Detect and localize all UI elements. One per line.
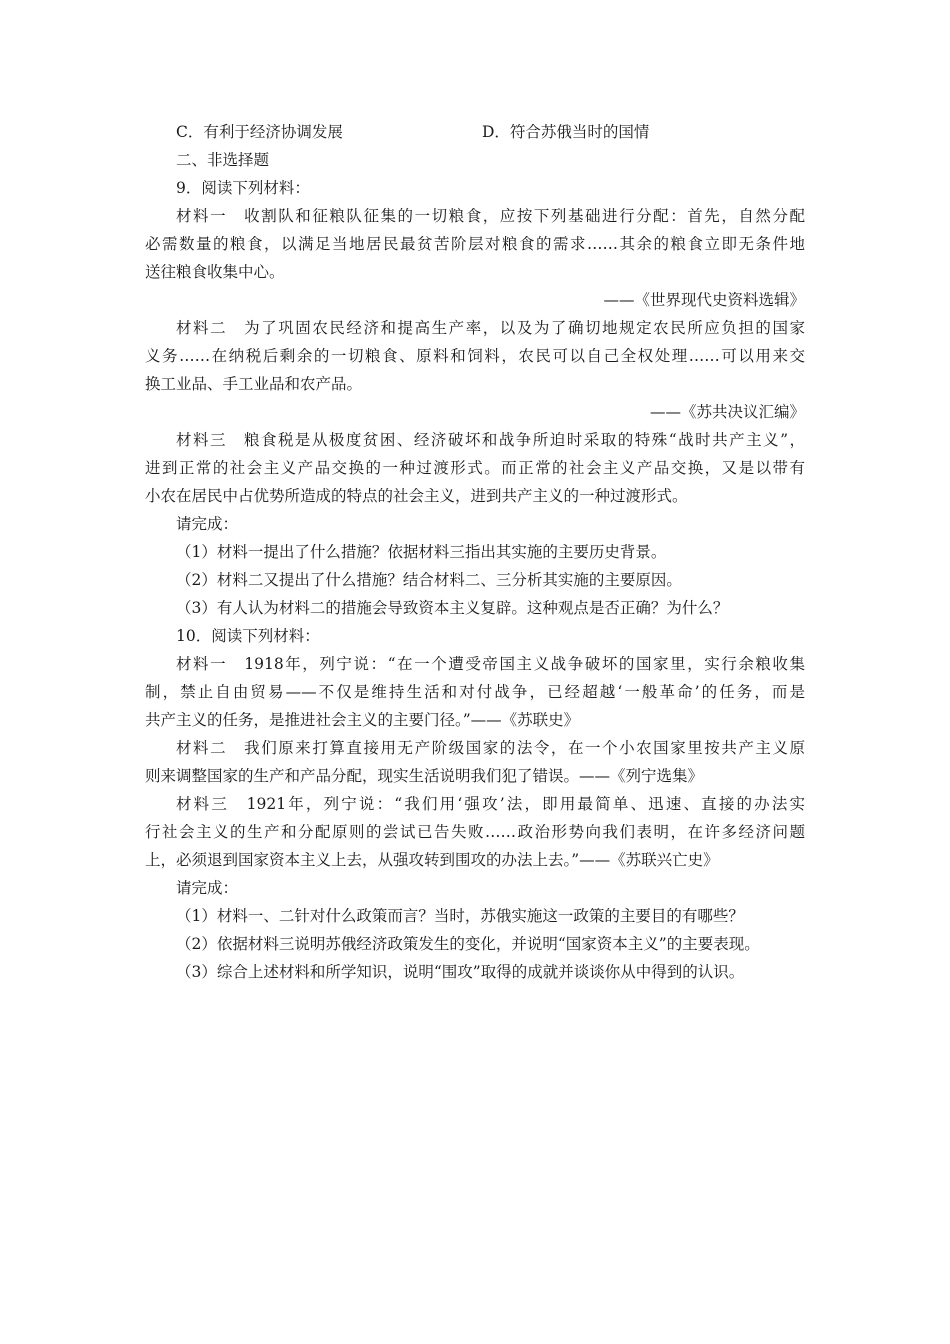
- q10-material-3-line: 行社会主义的生产和分配原则的尝试已告失败……政治形势向我们表明，在许多经济问题: [145, 823, 805, 841]
- q10-heading: 10．阅读下列材料：: [176, 627, 320, 645]
- q10-material-2-line: 材料二 我们原来打算直接用无产阶级国家的法令，在一个小农国家里按共产主义原: [176, 739, 805, 757]
- q10-material-1-line: 制，禁止自由贸易——不仅是维持生活和对付战争，已经超越‘一般革命’的任务，而是: [145, 683, 805, 701]
- q10-material-1-line: 共产主义的任务，是推进社会主义的主要门径。”——《苏联史》: [145, 711, 580, 729]
- q10-material-3-line: 上，必须退到国家资本主义上去，从强攻转到围攻的办法上去。”——《苏联兴亡史》: [145, 851, 719, 869]
- q10-material-3-line: 材料三 1921年，列宁说：“我们用‘强攻’法，即用最简单、迅速、直接的办法实: [176, 795, 805, 813]
- q10-question-3: （3）综合上述材料和所学知识，说明“围攻”取得的成就并谈谈你从中得到的认识。: [176, 963, 745, 981]
- q9-prompt: 请完成：: [176, 515, 239, 533]
- q9-material-1-line: 必需数量的粮食，以满足当地居民最贫苦阶层对粮食的需求……其余的粮食立即无条件地: [145, 235, 805, 253]
- q9-question-1: （1）材料一提出了什么措施？依据材料三指出其实施的主要历史背景。: [176, 543, 667, 561]
- q10-material-2-line: 则来调整国家的生产和产品分配，现实生活说明我们犯了错误。——《列宁选集》: [145, 767, 704, 785]
- q9-material-2-line: 义务……在纳税后剩余的一切粮食、原料和饲料，农民可以自己全权处理……可以用来交: [145, 347, 805, 365]
- q9-material-2-line: 材料二 为了巩固农民经济和提高生产率，以及为了确切地规定农民所应负担的国家: [176, 319, 805, 337]
- q10-question-1: （1）材料一、二针对什么政策而言？当时，苏俄实施这一政策的主要目的有哪些？: [176, 907, 744, 925]
- q9-material-2-line: 换工业品、手工业品和农产品。: [145, 375, 363, 393]
- q9-question-2: （2）材料二又提出了什么措施？结合材料二、三分析其实施的主要原因。: [176, 571, 682, 589]
- q10-prompt: 请完成：: [176, 879, 239, 897]
- q9-material-3-line: 进到正常的社会主义产品交换的一种过渡形式。而正常的社会主义产品交换，又是以带有: [145, 459, 805, 477]
- option-d: D．符合苏俄当时的国情: [482, 123, 650, 141]
- q9-material-3-line: 材料三 粮食税是从极度贫困、经济破坏和战争所迫时采取的特殊“战时共产主义”，: [176, 431, 805, 449]
- q10-material-1-line: 材料一 1918年，列宁说：“在一个遭受帝国主义战争破坏的国家里，实行余粮收集: [176, 655, 805, 673]
- q9-question-3: （3）有人认为材料二的措施会导致资本主义复辟。这种观点是否正确？为什么？: [176, 599, 729, 617]
- q10-question-2: （2）依据材料三说明苏俄经济政策发生的变化，并说明“国家资本主义”的主要表现。: [176, 935, 760, 953]
- q9-material-1-line: 材料一 收割队和征粮队征集的一切粮食，应按下列基础进行分配：首先，自然分配: [176, 207, 805, 225]
- q9-material-3-line: 小农在居民中占优势所造成的特点的社会主义，进到共产主义的一种过渡形式。: [145, 487, 688, 505]
- q9-material-1-source: ——《世界现代史资料选辑》: [603, 291, 805, 309]
- section-title: 二、非选择题: [176, 151, 270, 169]
- q9-heading: 9．阅读下列材料：: [176, 179, 310, 197]
- q9-material-2-source: ——《苏共决议汇编》: [649, 403, 805, 421]
- option-c: C．有利于经济协调发展: [176, 123, 343, 141]
- q9-material-1-line: 送往粮食收集中心。: [145, 263, 285, 281]
